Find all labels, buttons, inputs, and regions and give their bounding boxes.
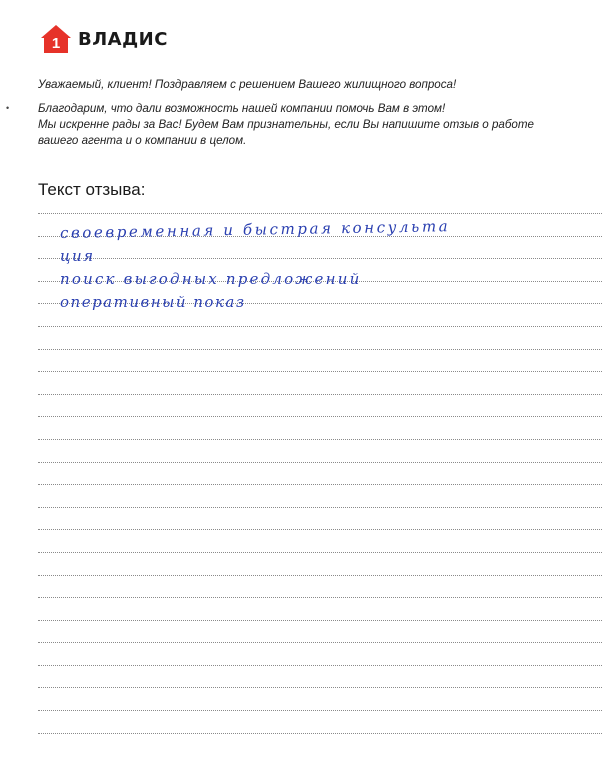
- house-key-icon: [40, 24, 72, 54]
- handwritten-line: ция: [60, 247, 95, 265]
- intro-line-2: Мы искренне рады за Вас! Будем Вам признательны, если Вы напишите отзыв о работе: [38, 118, 534, 131]
- intro-paragraph: [38, 101, 598, 149]
- handwritten-line: поиск выгодных предложений: [60, 270, 362, 288]
- margin-mark: •: [6, 103, 10, 113]
- greeting-line: Уважаемый, клиент! Поздравляем с решением Вашего жилищного вопроса!: [38, 78, 457, 91]
- handwritten-line: своевременная и быстрая консульта: [59, 217, 451, 242]
- handwritten-review: [59, 217, 605, 314]
- logo: [40, 24, 168, 54]
- review-heading: Текст отзыва:: [38, 180, 146, 199]
- intro-line-1: Благодарим, что дали возможность нашей компании помочь Вам в этом!: [38, 102, 446, 115]
- intro-line-3: вашего агента и о компании в целом.: [38, 134, 247, 147]
- greeting-text: [38, 77, 598, 93]
- logo-text: ВЛАДИС: [78, 28, 168, 50]
- handwritten-line: оперативный показ: [60, 293, 246, 311]
- svg-text:1: 1: [51, 35, 61, 52]
